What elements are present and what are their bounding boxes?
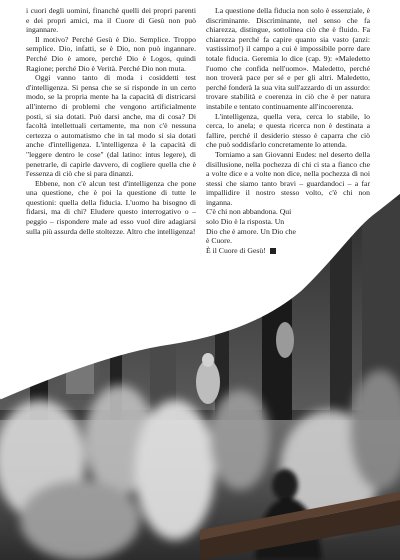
end-mark-icon [270, 248, 276, 254]
paragraph: Oggi vanno tanto di moda i cosiddetti test d'intelligenza. Si pensa che se si risponde in un certo modo, se la propria mente ha la capacità di districarsi all'interno di problemi che vengono artificialmente posti, si sia dotati. Può darsi anche, ma di cosa? Di facoltà intellettuali certamente, ma non c'è nessuna certezza o automatismo che in tal modo si sia dotati anche d'intelligenza. L'intelligenza è la capacità di "leggere dentro le cose" (dal latino: intus legere), di penetrarle, di capirle davvero, di cogliere quella che è l'essenza di ciò che si para dinanzi. [26, 73, 196, 179]
text-line: C'è chi non abbandona. Qui [206, 207, 292, 217]
paragraph: Torniamo a san Giovanni Eudes: nel deserto della disillusione, nella pochezza di chi ci sta a fianco che a volte dice e a volte non dice, nella pochezza di noi stessi che siamo tanto bravi – guardandoci – a far impallidire il nostro stesso volto, c'è chi non inganna. [206, 149, 370, 207]
text-line: è Cuore. [206, 236, 233, 246]
paragraph: Il motivo? Perché Gesù è Dio. Semplice. Troppo semplice. Dio, infatti, se è Dio, non può ingannare. Perché Dio è amore, perché Dio è Logos, quindi Ragione; perché Dio è Verità. Perché Dio non muta. [26, 34, 196, 73]
left-text-column [26, 6, 196, 236]
paragraph: i cuori degli uomini, financhè quelli dei propri parenti e dei propri amici, ma il Cuore di Gesù non può ingannare. [26, 6, 196, 35]
closing-text: È il Cuore di Gesù! [206, 245, 266, 255]
closing-line [206, 246, 370, 256]
text-line: solo Dio è la risposta. Un [206, 217, 285, 227]
right-text-column [206, 6, 370, 255]
text-line: Dio che è amore. Un Dio che [206, 226, 296, 236]
paragraph: Ebbene, non c'è alcun test d'intelligenza che pone una questione, che è poi la questione di tutte le questioni: quella della fiducia. L'uomo ha bisogno di fidarsi, ma di chi? Eludere questo interrogativo o – peggio – rispondere male ad esso vuol dire adagiarsi sulla più assurda delle stoltezze. Altro che intelligenza! [26, 178, 196, 236]
paragraph: L'intelligenza, quella vera, cerca lo stabile, lo cerca, lo anela; e questa ricerca non è destinata a fallire, perché il desiderio stesso è caparra che ciò che può soddisfarlo concretamente lo attenda. [206, 111, 370, 150]
paragraph: La questione della fiducia non solo è essenziale, è discriminante. Discriminante, nel senso che fa chiarezza, distingue, sottolinea ciò che è fluido. Fa chiarezza perché fa capire quanto sia vasto (anzi: vastissimo!) il campo a cui è impossibile porre dare totale fiducia. Geremia lo dice (cap. 9): «Maledetto l'uomo che confida nell'uomo». Maledetto, perché non troverà pace per sé e per gli altri. Maledetto, perché fonderà la sua vita sull'azzardo di un assurdo: trovare stabilità e coerenza in ciò che è per natura instabile e tentato continuamente all'incoerenza. [206, 6, 370, 111]
